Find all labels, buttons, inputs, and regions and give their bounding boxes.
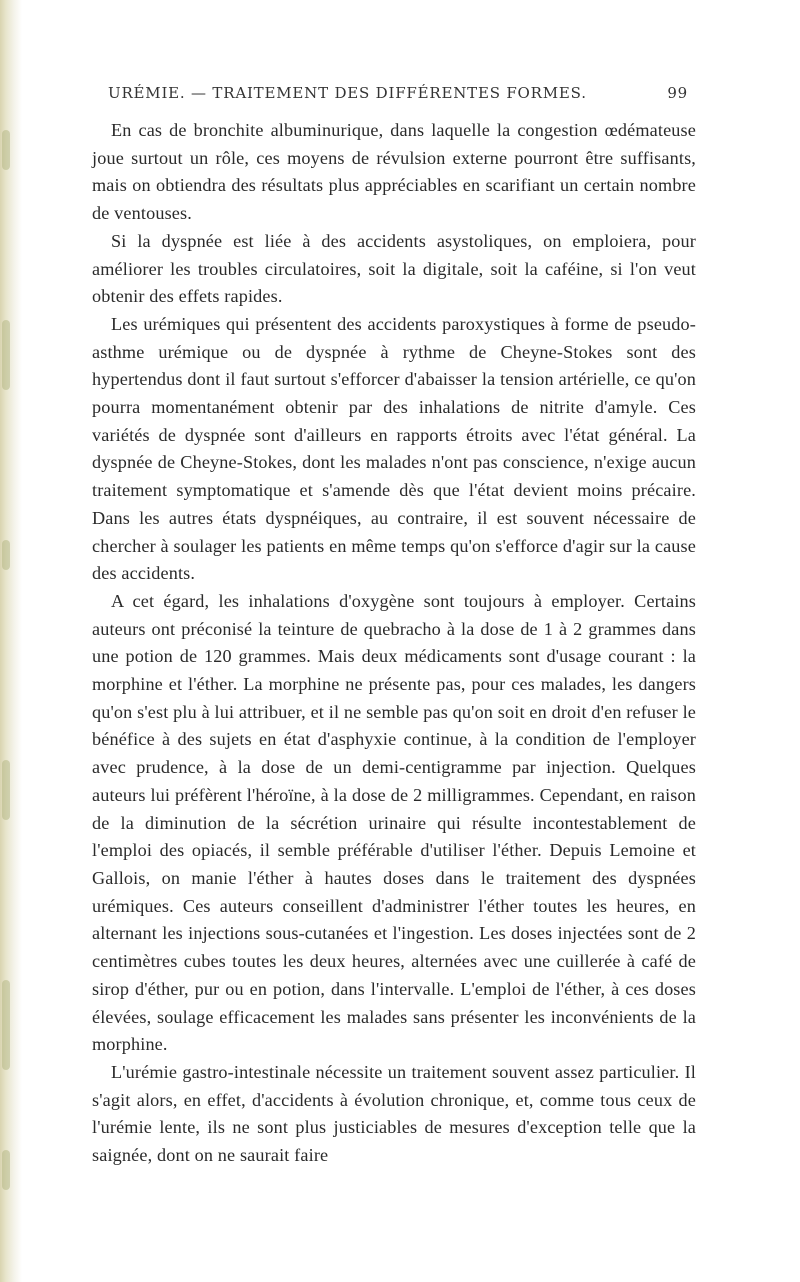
page-number: 99 xyxy=(667,84,688,102)
running-title: URÉMIE. — TRAITEMENT DES DIFFÉRENTES FORMES. xyxy=(108,84,587,102)
paragraph: L'urémie gastro-intestinale nécessite un traitement souvent assez particulier. Il s'agit alors, en effet, d'accidents à évolution chronique, et, comme tous ceux de l'urémie lente, ils ne sont plus justiciables de mesures d'exception telle que la saignée, dont on ne saurait faire xyxy=(92,1061,696,1166)
running-header xyxy=(108,84,688,102)
page-body xyxy=(92,117,696,1170)
paragraph: Si la dyspnée est liée à des accidents asystoliques, on emploiera, pour améliorer les troubles circulatoires, soit la digitale, soit la caféine, si l'on veut obtenir des effets rapides. xyxy=(92,230,696,307)
page-binding-edge xyxy=(0,0,22,1282)
paragraph: En cas de bronchite albuminurique, dans laquelle la congestion œdémateuse joue surtout un rôle, ces moyens de révulsion externe pourront être suffisants, mais on obtiendra des résultats plus appréciables en scarifiant un certain nombre de ventouses. xyxy=(92,120,696,224)
paragraph: Les urémiques qui présentent des accidents paroxystiques à forme de pseudo-asthme urémique ou de dyspnée à rythme de Cheyne-Stokes sont des hypertendus dont il faut surtout s'efforcer d'abaisser la tension artérielle, ce qu'on pourra momentanément obtenir par des inhalations de nitrite d'amyle. Ces variétés de dyspnée sont d'ailleurs en rapports étroits avec l'état général. La dyspnée de Cheyne-Stokes, dont les malades n'ont pas conscience, n'exige aucun traitement symptomatique et s'amende dès que l'état devient moins précaire. Dans les autres états dyspnéiques, au contraire, il est souvent nécessaire de chercher à soulager les patients en même temps qu'on s'efforce d'agir sur la cause des accidents. xyxy=(92,313,696,584)
paragraph: A cet égard, les inhalations d'oxygène sont toujours à employer. Certains auteurs ont préconisé la teinture de quebracho à la dose de 1 à 2 grammes dans une potion de 120 grammes. Mais deux médicaments sont d'usage courant : la morphine et l'éther. La morphine ne présente pas, pour ces malades, les dangers qu'on s'est plu à lui attribuer, et il ne semble pas qu'on soit en droit d'en refuser le bénéfice à des sujets en état d'asphyxie continue, à la condition de l'employer avec prudence, à la dose de un demi-centigramme par injection. Quelques auteurs lui préfèrent l'héroïne, à la dose de 2 milligrammes. Cependant, en raison de la diminution de la sécrétion urinaire qui résulte incontestablement de l'emploi des opiacés, il semble préférable d'utiliser l'éther. Depuis Lemoine et Gallois, on manie l'éther à hautes doses dans le traitement des dyspnées urémiques. Ces auteurs conseillent d'administrer l'éther toutes les heures, en alternant les injections sous-cutanées et l'ingestion. Les doses injectées sont de 2 centimètres cubes toutes les deux heures, alternées avec une cuillerée à café de sirop d'éther, pur ou en potion, dans l'intervalle. L'emploi de l'éther, à ces doses élevées, soulage efficacement les malades sans présenter les inconvénients de la morphine. xyxy=(92,590,696,1055)
